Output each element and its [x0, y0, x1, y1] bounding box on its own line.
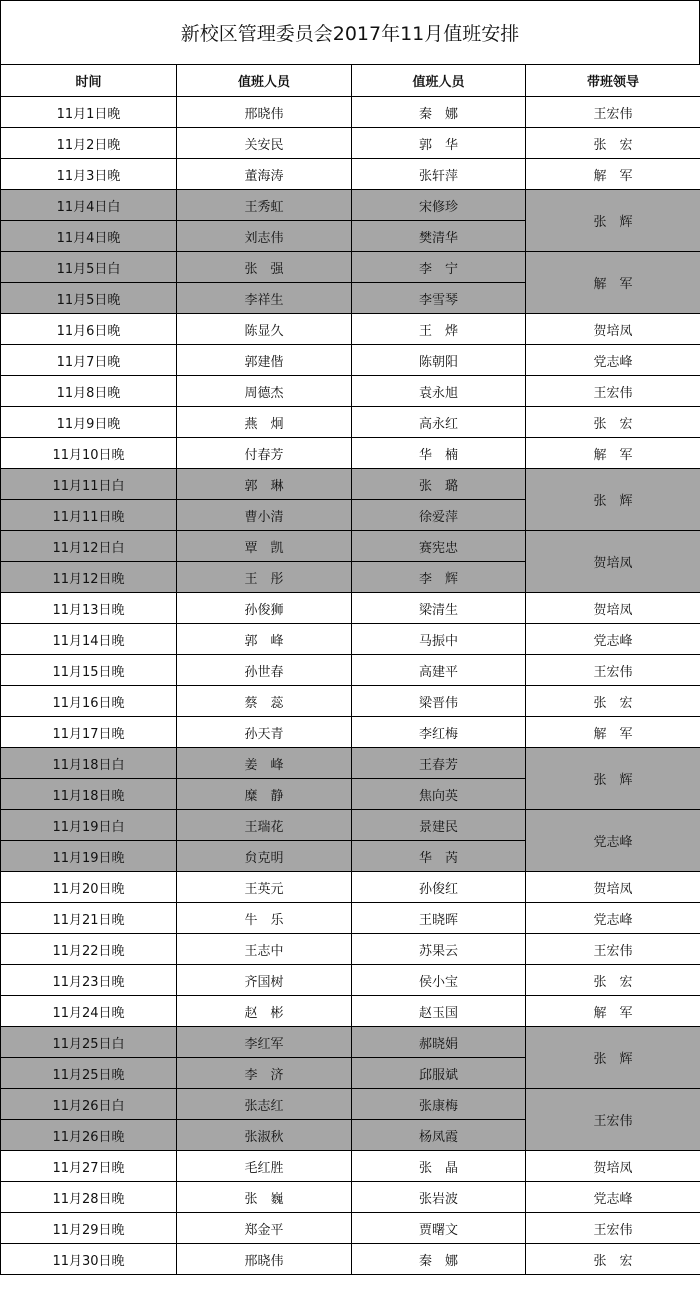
header-staff-1: 值班人员	[177, 65, 352, 97]
duty-time: 11月15日晚	[1, 655, 177, 686]
duty-staff-1: 齐国树	[177, 965, 352, 996]
duty-time: 11月26日晚	[1, 1120, 177, 1151]
duty-staff-2: 贾曙文	[352, 1213, 526, 1244]
duty-staff-2: 高建平	[352, 655, 526, 686]
duty-staff-1: 张 强	[177, 252, 352, 283]
duty-leader: 王宏伟	[526, 376, 700, 407]
duty-time: 11月7日晚	[1, 345, 177, 376]
header-leader: 带班领导	[526, 65, 700, 97]
header-time: 时间	[1, 65, 177, 97]
duty-staff-2: 孙俊红	[352, 872, 526, 903]
duty-time: 11月11日晚	[1, 500, 177, 531]
table-row	[1, 1027, 700, 1058]
duty-staff-1: 李红军	[177, 1027, 352, 1058]
duty-staff-1: 邢晓伟	[177, 1244, 352, 1275]
duty-time: 11月28日晚	[1, 1182, 177, 1213]
duty-time: 11月25日白	[1, 1027, 177, 1058]
duty-staff-1: 张志红	[177, 1089, 352, 1120]
table-row	[1, 469, 700, 500]
duty-time: 11月27日晚	[1, 1151, 177, 1182]
duty-time: 11月18日白	[1, 748, 177, 779]
duty-leader: 解 军	[526, 438, 700, 469]
duty-time: 11月25日晚	[1, 1058, 177, 1089]
duty-staff-2: 李 宁	[352, 252, 526, 283]
duty-staff-1: 覃 凯	[177, 531, 352, 562]
duty-staff-2: 苏果云	[352, 934, 526, 965]
duty-leader: 张 辉	[526, 1027, 700, 1089]
duty-staff-1: 郭 琳	[177, 469, 352, 500]
table-row	[1, 407, 700, 438]
duty-leader: 张 宏	[526, 407, 700, 438]
duty-time: 11月26日白	[1, 1089, 177, 1120]
duty-staff-1: 李祥生	[177, 283, 352, 314]
duty-staff-2: 赵玉国	[352, 996, 526, 1027]
table-row	[1, 1151, 700, 1182]
duty-staff-2: 邱服斌	[352, 1058, 526, 1089]
duty-leader: 解 军	[526, 252, 700, 314]
duty-leader: 王宏伟	[526, 97, 700, 128]
table-row	[1, 965, 700, 996]
duty-time: 11月5日晚	[1, 283, 177, 314]
duty-leader: 王宏伟	[526, 1213, 700, 1244]
duty-time: 11月12日晚	[1, 562, 177, 593]
duty-leader: 张 宏	[526, 965, 700, 996]
table-row	[1, 1244, 700, 1275]
duty-time: 11月11日白	[1, 469, 177, 500]
duty-staff-2: 梁清生	[352, 593, 526, 624]
duty-staff-1: 郭建偕	[177, 345, 352, 376]
table-row	[1, 438, 700, 469]
duty-staff-2: 李 辉	[352, 562, 526, 593]
duty-staff-1: 付春芳	[177, 438, 352, 469]
duty-staff-2: 秦 娜	[352, 1244, 526, 1275]
duty-staff-1: 郑金平	[177, 1213, 352, 1244]
duty-staff-1: 牛 乐	[177, 903, 352, 934]
duty-time: 11月4日白	[1, 190, 177, 221]
table-row	[1, 655, 700, 686]
duty-staff-1: 王 彤	[177, 562, 352, 593]
duty-staff-1: 孙世春	[177, 655, 352, 686]
table-row	[1, 717, 700, 748]
duty-staff-1: 李 济	[177, 1058, 352, 1089]
duty-staff-1: 郭 峰	[177, 624, 352, 655]
duty-leader: 解 军	[526, 996, 700, 1027]
duty-leader: 张 宏	[526, 128, 700, 159]
duty-staff-1: 王英元	[177, 872, 352, 903]
duty-leader: 党志峰	[526, 810, 700, 872]
duty-staff-2: 李红梅	[352, 717, 526, 748]
duty-leader: 党志峰	[526, 1182, 700, 1213]
duty-time: 11月12日白	[1, 531, 177, 562]
duty-time: 11月17日晚	[1, 717, 177, 748]
duty-staff-2: 王 烨	[352, 314, 526, 345]
table-row	[1, 872, 700, 903]
duty-staff-2: 张岩波	[352, 1182, 526, 1213]
table-row	[1, 159, 700, 190]
duty-time: 11月4日晚	[1, 221, 177, 252]
duty-staff-2: 王春芳	[352, 748, 526, 779]
duty-time: 11月13日晚	[1, 593, 177, 624]
duty-staff-1: 邢晓伟	[177, 97, 352, 128]
duty-staff-2: 景建民	[352, 810, 526, 841]
duty-staff-1: 姜 峰	[177, 748, 352, 779]
duty-staff-2: 郭 华	[352, 128, 526, 159]
duty-staff-2: 袁永旭	[352, 376, 526, 407]
duty-staff-1: 陈显久	[177, 314, 352, 345]
duty-time: 11月24日晚	[1, 996, 177, 1027]
table-header-row	[1, 65, 700, 97]
table-row	[1, 593, 700, 624]
duty-staff-1: 蔡 蕊	[177, 686, 352, 717]
duty-leader: 贺培凤	[526, 1151, 700, 1182]
duty-staff-1: 糜 静	[177, 779, 352, 810]
table-row	[1, 1213, 700, 1244]
duty-leader: 贺培凤	[526, 872, 700, 903]
duty-time: 11月29日晚	[1, 1213, 177, 1244]
duty-staff-1: 孙俊狮	[177, 593, 352, 624]
duty-staff-2: 华 楠	[352, 438, 526, 469]
duty-leader: 张 辉	[526, 748, 700, 810]
header-staff-2: 值班人员	[352, 65, 526, 97]
table-row	[1, 1182, 700, 1213]
duty-time: 11月10日晚	[1, 438, 177, 469]
duty-leader: 党志峰	[526, 624, 700, 655]
duty-staff-2: 徐爱萍	[352, 500, 526, 531]
duty-time: 11月14日晚	[1, 624, 177, 655]
duty-time: 11月8日晚	[1, 376, 177, 407]
page-title: 新校区管理委员会2017年11月值班安排	[0, 0, 700, 64]
duty-leader: 张 宏	[526, 686, 700, 717]
duty-staff-1: 周德杰	[177, 376, 352, 407]
duty-leader: 贺培凤	[526, 531, 700, 593]
duty-staff-2: 樊清华	[352, 221, 526, 252]
duty-staff-2: 焦向英	[352, 779, 526, 810]
table-row	[1, 314, 700, 345]
duty-time: 11月20日晚	[1, 872, 177, 903]
duty-leader: 党志峰	[526, 345, 700, 376]
duty-staff-1: 刘志伟	[177, 221, 352, 252]
duty-staff-2: 张轩萍	[352, 159, 526, 190]
duty-staff-1: 曹小清	[177, 500, 352, 531]
duty-time: 11月9日晚	[1, 407, 177, 438]
duty-staff-2: 陈朝阳	[352, 345, 526, 376]
table-row	[1, 934, 700, 965]
duty-staff-1: 燕 炯	[177, 407, 352, 438]
table-row	[1, 345, 700, 376]
duty-staff-1: 王瑞花	[177, 810, 352, 841]
duty-time: 11月2日晚	[1, 128, 177, 159]
duty-staff-2: 郝晓娟	[352, 1027, 526, 1058]
table-row	[1, 252, 700, 283]
duty-staff-2: 杨凤霞	[352, 1120, 526, 1151]
duty-staff-2: 张 璐	[352, 469, 526, 500]
duty-staff-1: 赵 彬	[177, 996, 352, 1027]
duty-staff-2: 赛宪忠	[352, 531, 526, 562]
duty-leader: 张 宏	[526, 1244, 700, 1275]
duty-staff-2: 秦 娜	[352, 97, 526, 128]
duty-leader: 贺培凤	[526, 314, 700, 345]
duty-leader: 解 军	[526, 717, 700, 748]
duty-staff-2: 李雪琴	[352, 283, 526, 314]
table-row	[1, 376, 700, 407]
table-row	[1, 903, 700, 934]
duty-time: 11月3日晚	[1, 159, 177, 190]
duty-time: 11月16日晚	[1, 686, 177, 717]
table-row	[1, 128, 700, 159]
table-row	[1, 748, 700, 779]
duty-staff-1: 张淑秋	[177, 1120, 352, 1151]
table-row	[1, 810, 700, 841]
table-row	[1, 531, 700, 562]
duty-leader: 王宏伟	[526, 655, 700, 686]
duty-staff-2: 张康梅	[352, 1089, 526, 1120]
duty-staff-1: 董海涛	[177, 159, 352, 190]
duty-staff-1: 贠克明	[177, 841, 352, 872]
duty-leader: 贺培凤	[526, 593, 700, 624]
duty-leader: 张 辉	[526, 469, 700, 531]
duty-time: 11月1日晚	[1, 97, 177, 128]
duty-leader: 党志峰	[526, 903, 700, 934]
schedule-body	[1, 97, 700, 1275]
duty-leader: 张 辉	[526, 190, 700, 252]
duty-staff-1: 孙天青	[177, 717, 352, 748]
duty-time: 11月19日白	[1, 810, 177, 841]
duty-leader: 王宏伟	[526, 934, 700, 965]
duty-staff-1: 王秀虹	[177, 190, 352, 221]
duty-time: 11月22日晚	[1, 934, 177, 965]
duty-staff-2: 侯小宝	[352, 965, 526, 996]
duty-time: 11月30日晚	[1, 1244, 177, 1275]
duty-staff-2: 宋修珍	[352, 190, 526, 221]
duty-time: 11月5日白	[1, 252, 177, 283]
duty-time: 11月23日晚	[1, 965, 177, 996]
duty-staff-2: 华 芮	[352, 841, 526, 872]
duty-staff-2: 梁晋伟	[352, 686, 526, 717]
table-row	[1, 624, 700, 655]
duty-staff-1: 毛红胜	[177, 1151, 352, 1182]
duty-staff-2: 王晓晖	[352, 903, 526, 934]
duty-staff-2: 高永红	[352, 407, 526, 438]
duty-staff-1: 王志中	[177, 934, 352, 965]
table-row	[1, 996, 700, 1027]
duty-staff-2: 马振中	[352, 624, 526, 655]
duty-leader: 解 军	[526, 159, 700, 190]
duty-staff-2: 张 晶	[352, 1151, 526, 1182]
duty-time: 11月19日晚	[1, 841, 177, 872]
duty-staff-1: 张 巍	[177, 1182, 352, 1213]
table-row	[1, 190, 700, 221]
duty-leader: 王宏伟	[526, 1089, 700, 1151]
duty-time: 11月21日晚	[1, 903, 177, 934]
table-row	[1, 97, 700, 128]
duty-schedule-table	[0, 64, 700, 1275]
table-row	[1, 686, 700, 717]
duty-time: 11月6日晚	[1, 314, 177, 345]
table-row	[1, 1089, 700, 1120]
duty-staff-1: 关安民	[177, 128, 352, 159]
duty-time: 11月18日晚	[1, 779, 177, 810]
